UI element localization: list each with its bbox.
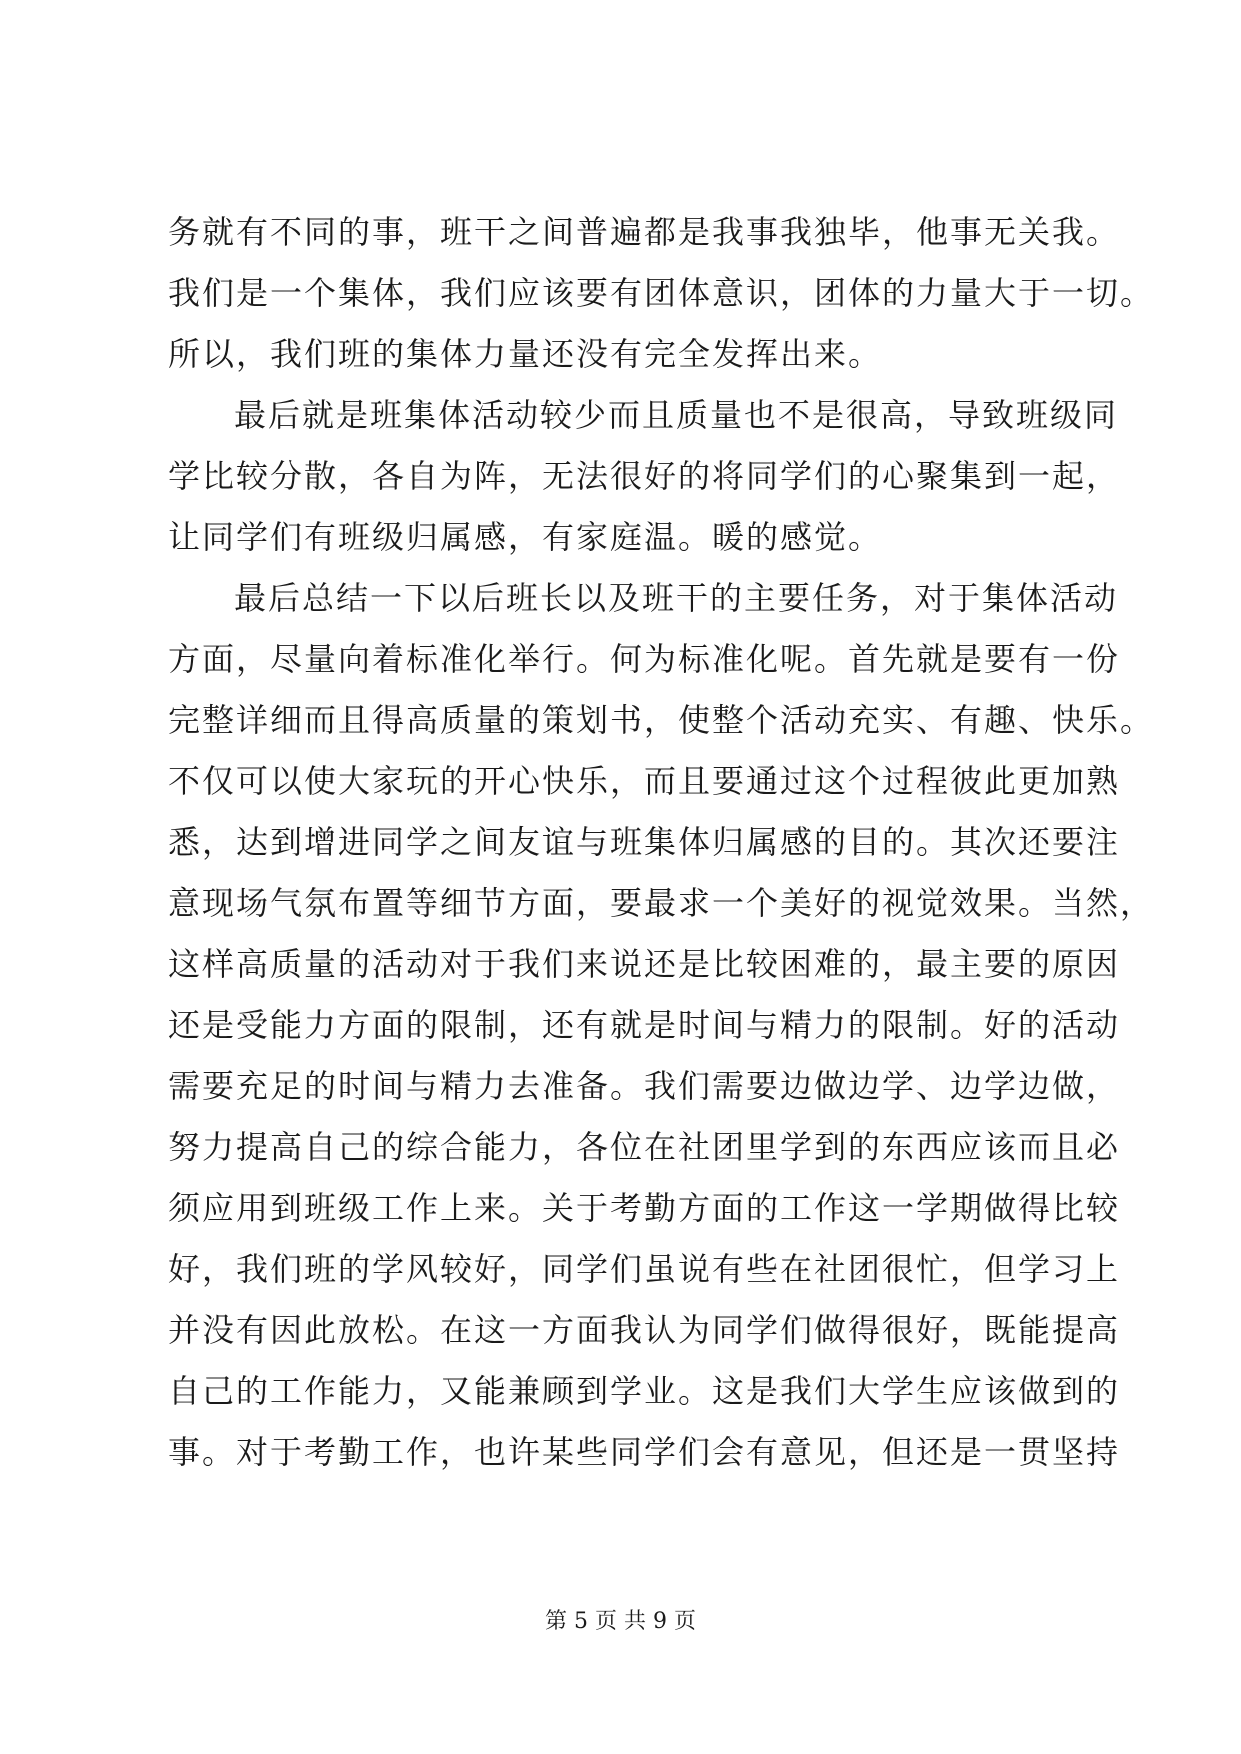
text-line: 学比较分散，各自为阵，无法很好的将同学们的心聚集到一起，: [168, 457, 1121, 495]
text-line: 努力提高自己的综合能力，各位在社团里学到的东西应该而且必: [168, 1128, 1121, 1166]
text-line: 需要充足的时间与精力去准备。我们需要边做边学、边学边做，: [168, 1067, 1121, 1105]
text-line: 意现场气氛布置等细节方面，要最求一个美好的视觉效果。当然，: [168, 884, 1155, 922]
text-line: 不仅可以使大家玩的开心快乐，而且要通过这个过程彼此更加熟: [168, 762, 1121, 800]
paragraph-first-line: 最后总结一下以后班长以及班干的主要任务，对于集体活动: [234, 579, 1119, 617]
text-line: 好，我们班的学风较好，同学们虽说有些在社团很忙，但学习上: [168, 1250, 1121, 1288]
text-line: 我们是一个集体，我们应该要有团体意识，团体的力量大于一切。: [168, 274, 1155, 312]
text-line: 还是受能力方面的限制，还有就是时间与精力的限制。好的活动: [168, 1006, 1121, 1044]
text-line: 事。对于考勤工作，也许某些同学们会有意见，但还是一贯坚持: [168, 1433, 1121, 1471]
text-line: 方面，尽量向着标准化举行。何为标准化呢。首先就是要有一份: [168, 640, 1121, 678]
text-line: 这样高质量的活动对于我们来说还是比较困难的，最主要的原因: [168, 945, 1121, 983]
text-line: 悉，达到增进同学之间友谊与班集体归属感的目的。其次还要注: [168, 823, 1121, 861]
text-line: 须应用到班级工作上来。关于考勤方面的工作这一学期做得比较: [168, 1189, 1121, 1227]
text-line: 并没有因此放松。在这一方面我认为同学们做得很好，既能提高: [168, 1311, 1121, 1349]
body-text: [168, 202, 1155, 1483]
text-line: 自己的工作能力，又能兼顾到学业。这是我们大学生应该做到的: [168, 1372, 1121, 1410]
paragraph-first-line: 最后就是班集体活动较少而且质量也不是很高，导致班级同: [234, 396, 1119, 434]
text-line: 所以，我们班的集体力量还没有完全发挥出来。: [168, 335, 883, 373]
text-line: 让同学们有班级归属感，有家庭温。暖的感觉。: [168, 518, 883, 556]
page-number-footer: 第 5 页 共 9 页: [545, 1609, 696, 1634]
text-line: 务就有不同的事，班干之间普遍都是我事我独毕，他事无关我。: [168, 213, 1121, 251]
text-line: 完整详细而且得高质量的策划书，使整个活动充实、有趣、快乐。: [168, 701, 1155, 739]
